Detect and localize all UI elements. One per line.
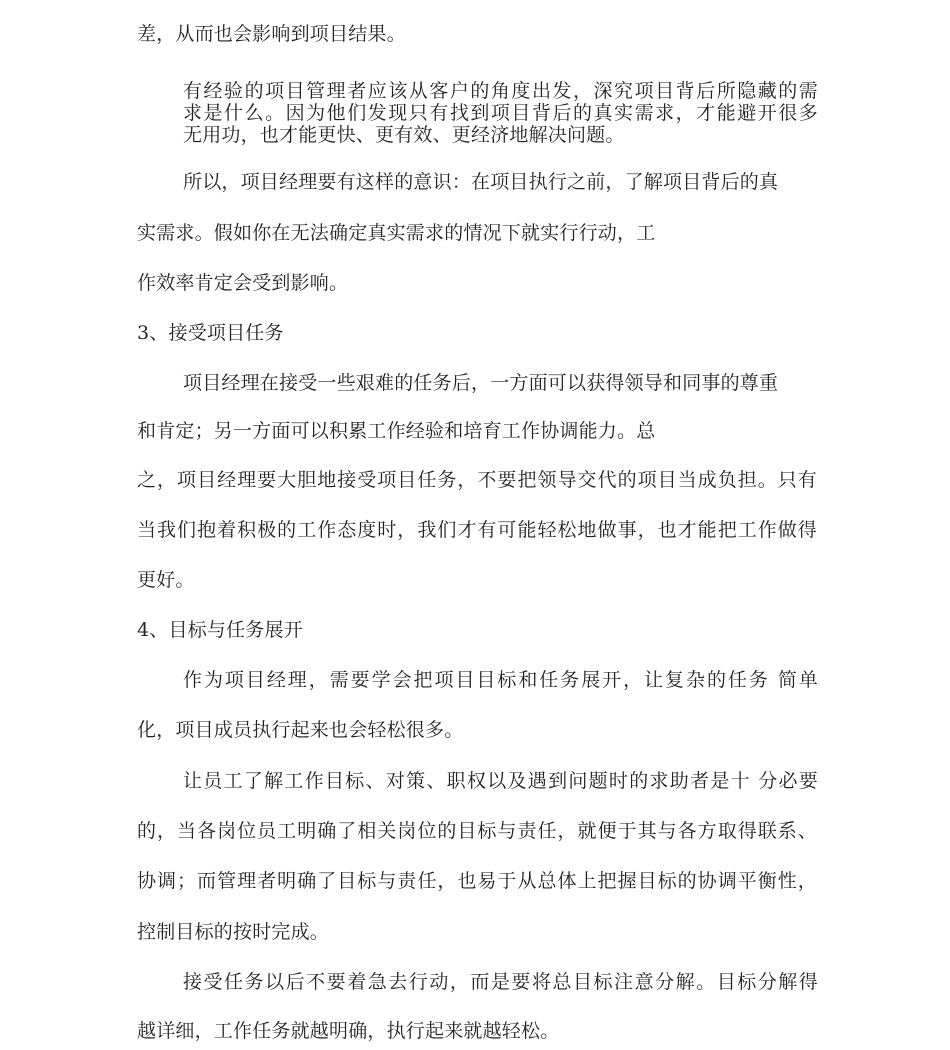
text-line: 当我们抱着积极的工作态度时，我们才有可能轻松地做事，也才能把工作做得 (137, 519, 817, 541)
text-line: 作效率肯定会受到影响。 (137, 272, 349, 294)
text-line: 让员工了解工作目标、对策、职权以及遇到问题时的求助者是十 分必要 (183, 770, 818, 792)
text-line: 求是什么。因为他们发现只有找到项目背后的真实需求，才能避开很多 (183, 102, 818, 124)
text-line: 控制目标的按时完成。 (137, 921, 330, 943)
text-line: 作为项目经理，需要学会把项目目标和任务展开，让复杂的任务 简单 (183, 669, 818, 691)
text-line: 有经验的项目管理者应该从客户的角度出发，深究项目背后所隐藏的需 (183, 80, 818, 102)
text-line: 无用功，也才能更快、更有效、更经济地解决问题。 (183, 124, 625, 146)
text-line: 之，项目经理要大胆地接受项目任务，不要把领导交代的项目当成负担。只有 (137, 469, 817, 491)
text-line: 所以，项目经理要有这样的意识：在项目执行之前，了解项目背后的真 (183, 171, 779, 193)
text-line: 越详细，工作任务就越明确，执行起来就越轻松。 (137, 1020, 560, 1042)
text-line: 差，从而也会影响到项目结果。 (137, 23, 406, 45)
text-line: 更好。 (137, 569, 195, 591)
text-line: 实需求。假如你在无法确定真实需求的情况下就实行行动，工 (137, 222, 656, 244)
text-line: 接受任务以后不要着急去行动，而是要将总目标注意分解。目标分解得 (183, 971, 818, 993)
section-heading: 3、接受项目任务 (137, 322, 284, 344)
text-line: 项目经理在接受一些艰难的任务后，一方面可以获得领导和同事的尊重 (183, 372, 779, 394)
text-line: 的，当各岗位员工明确了相关岗位的目标与责任，就便于其与各方取得联系、 (137, 820, 817, 842)
section-heading: 4、目标与任务展开 (137, 619, 303, 641)
text-line: 化，项目成员执行起来也会轻松很多。 (137, 719, 464, 741)
text-line: 和肯定；另一方面可以积累工作经验和培育工作协调能力。总 (137, 420, 656, 442)
text-line: 协调；而管理者明确了目标与责任，也易于从总体上把握目标的协调平衡性， (137, 870, 817, 892)
